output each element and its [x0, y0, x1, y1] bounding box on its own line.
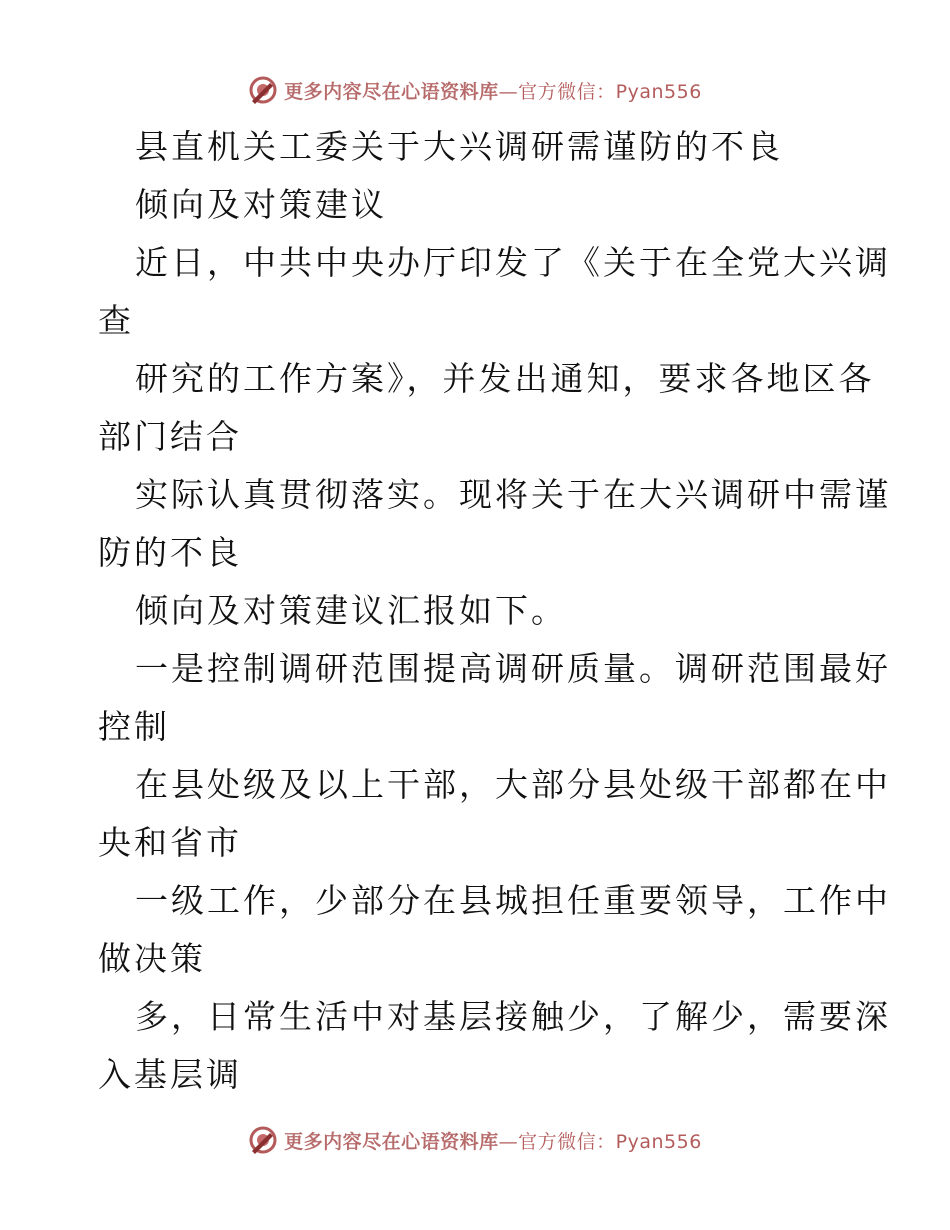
- text-line: 一级工作，少部分在县城担任重要领导，工作中: [135, 881, 891, 920]
- text-line: 实际认真贯彻落实。现将关于在大兴调研中需谨: [135, 475, 891, 514]
- text-line: 入基层调: [98, 1055, 242, 1094]
- watermark-title: 更多内容尽在心语资料库: [284, 80, 499, 103]
- text-line: 在县处级及以上干部，大部分县处级干部都在中: [135, 765, 891, 804]
- text-line: 研究的工作方案》，并发出通知，要求各地区各: [135, 359, 875, 398]
- text-line: 一是控制调研范围提高调研质量。调研范围最好: [135, 649, 891, 688]
- text-line: 央和省市: [98, 823, 242, 862]
- footer-watermark: [0, 1120, 950, 1160]
- watermark-title: 更多内容尽在心语资料库: [284, 1130, 499, 1153]
- watermark-wechat: 官方微信：Pyan556: [518, 80, 702, 103]
- watermark-wechat: 官方微信：Pyan556: [518, 1130, 702, 1153]
- text-line: 部门结合: [98, 417, 242, 456]
- text-line: 倾向及对策建议汇报如下。: [135, 591, 567, 630]
- watermark-separator: —: [498, 80, 519, 103]
- text-line: 做决策: [98, 939, 206, 978]
- watermark-separator: —: [498, 1130, 519, 1153]
- text-line: 控制: [98, 707, 170, 746]
- header-watermark: [0, 70, 950, 110]
- text-line: 多，日常生活中对基层接触少，了解少，需要深: [135, 997, 891, 1036]
- text-line: 近日，中共中央办厅印发了《关于在全党大兴调: [135, 243, 891, 282]
- text-line: 防的不良: [98, 533, 242, 572]
- watermark-text: [284, 77, 702, 104]
- logo-icon: [248, 1125, 278, 1155]
- text-line: 倾向及对策建议: [135, 185, 387, 224]
- text-line: 县直机关工委关于大兴调研需谨防的不良: [135, 127, 783, 166]
- document-body: [98, 118, 891, 1104]
- text-line: 查: [98, 301, 134, 340]
- logo-icon: [248, 75, 278, 105]
- watermark-text: [284, 1127, 702, 1154]
